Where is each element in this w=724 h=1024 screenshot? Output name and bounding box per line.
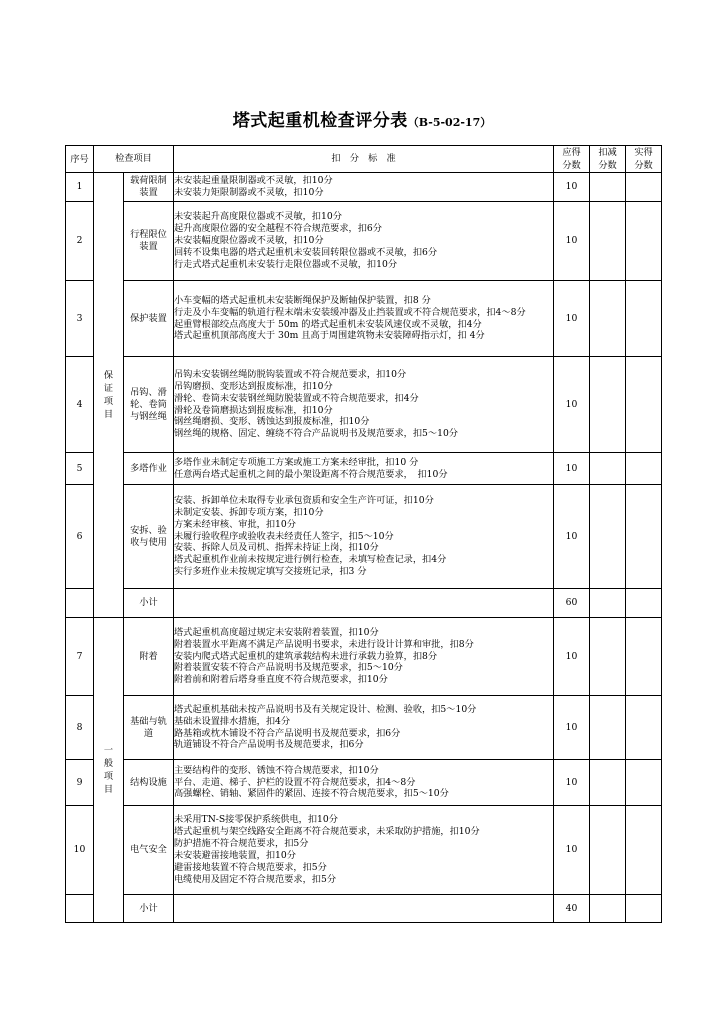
table-row: [66, 202, 662, 281]
row-score-actual[interactable]: [626, 806, 662, 895]
row-no: 5: [66, 453, 94, 485]
subtotal-score-actual[interactable]: [626, 589, 662, 618]
row-score-deduct[interactable]: [590, 806, 626, 895]
row-no: 8: [66, 696, 94, 760]
row-score-due: 10: [554, 453, 590, 485]
row-score-due: 10: [554, 618, 590, 696]
row-score-deduct[interactable]: [590, 357, 626, 453]
row-no: 2: [66, 202, 94, 281]
subtotal-row: [66, 589, 662, 618]
category-general: 一般项目: [94, 618, 124, 923]
row-item: 多塔作业: [124, 453, 174, 485]
row-no: 3: [66, 281, 94, 357]
header-score-deduct: 扣减分数: [590, 146, 626, 173]
subtotal-standard: [174, 895, 554, 923]
table-row: [66, 618, 662, 696]
row-item: 电气安全: [124, 806, 174, 895]
header-item: 检查项目: [94, 146, 174, 173]
row-item: 安拆、验收与使用: [124, 485, 174, 589]
row-score-due: 10: [554, 202, 590, 281]
subtotal-score-actual[interactable]: [626, 895, 662, 923]
category-guarantee: 保证项目: [94, 173, 124, 618]
row-score-due: 10: [554, 485, 590, 589]
header-score-actual: 实得分数: [626, 146, 662, 173]
row-no: 10: [66, 806, 94, 895]
row-score-actual[interactable]: [626, 618, 662, 696]
subtotal-label: 小计: [124, 895, 174, 923]
inspection-score-table: [65, 145, 662, 923]
row-standard: 塔式起重机高度超过规定未安装附着装置，扣10分 附着装置水平距离不满足产品说明书要求，未进行设计计算和审批，扣8分 安装内爬式塔式起重机的建筑承载结构未进行承载力验算，扣8分 附着装置安装不符合产品说明书及规范要求，扣5～10分 附着前和附着后塔身垂直度不符合规范要求，扣10分: [174, 618, 554, 696]
row-standard: 安装、拆卸单位未取得专业承包资质和安全生产许可证，扣10分 未制定安装、拆卸专项方案，扣10分 方案未经审核、审批，扣10分 未履行验收程序或验收表未经责任人签字，扣5～10分 安装、拆除人员及司机、指挥未持证上岗，扣10分 塔式起重机作业前未按规定进行例行检查，未填写检查记录，扣4分 实行多班作业未按规定填写交接班记录，扣3 分: [174, 485, 554, 589]
row-standard: 小车变幅的塔式起重机未安装断绳保护及断轴保护装置，扣8 分 行走及小车变幅的轨道行程末端未安装缓冲器及止挡装置或不符合规范要求，扣4～8分 起重臂根部绞点高度大于 50m 的塔式起重机未安装风速仪或不灵敏，扣4分 塔式起重机顶部高度大于 30m 且高于周围建筑物未安装障碍指示灯，扣 4分: [174, 281, 554, 357]
table-row: [66, 281, 662, 357]
subtotal-score-deduct[interactable]: [590, 895, 626, 923]
row-score-deduct[interactable]: [590, 760, 626, 806]
table-row: [66, 453, 662, 485]
row-score-due: 10: [554, 806, 590, 895]
row-no: 9: [66, 760, 94, 806]
row-item: 基础与轨道: [124, 696, 174, 760]
row-score-deduct[interactable]: [590, 281, 626, 357]
row-score-actual[interactable]: [626, 485, 662, 589]
subtotal-standard: [174, 589, 554, 618]
row-item: 结构设施: [124, 760, 174, 806]
row-standard: 主要结构件的变形、锈蚀不符合规范要求，扣10分 平台、走道、梯子、护栏的设置不符合规范要求，扣4～8分 高强螺栓、销轴、紧固件的紧固、连接不符合规范要求，扣5～10分: [174, 760, 554, 806]
subtotal-score-due: 60: [554, 589, 590, 618]
table-row: [66, 357, 662, 453]
header-row: [66, 146, 662, 173]
row-no: 7: [66, 618, 94, 696]
table-row: [66, 485, 662, 589]
row-no: [66, 589, 94, 618]
row-standard: 多塔作业未制定专项施工方案或施工方案未经审批，扣10 分 任意两台塔式起重机之间的最小架设距离不符合规范要求， 扣10分: [174, 453, 554, 485]
row-no: [66, 895, 94, 923]
row-no: 6: [66, 485, 94, 589]
row-score-actual[interactable]: [626, 696, 662, 760]
form-code: （B-5-02-17）: [407, 116, 492, 129]
row-score-due: 10: [554, 173, 590, 202]
subtotal-row: [66, 895, 662, 923]
row-score-due: 10: [554, 281, 590, 357]
row-standard: 未安装起升高度限位器或不灵敏，扣10分 起升高度限位器的安全越程不符合规范要求，扣6分 未安装幅度限位器或不灵敏，扣10分 回转不设集电器的塔式起重机未安装回转限位器或不灵敏，扣6分 行走式塔式起重机未安装行走限位器或不灵敏，扣10分: [174, 202, 554, 281]
subtotal-score-deduct[interactable]: [590, 589, 626, 618]
row-item: 保护装置: [124, 281, 174, 357]
header-standard: 扣 分 标 准: [174, 146, 554, 173]
row-standard: 吊钩未安装钢丝绳防脱钩装置或不符合规范要求，扣10分 吊钩磨损、变形达到报废标准，扣10分 滑轮、卷筒未安装钢丝绳防脱装置或不符合规范要求，扣4分 滑轮及卷筒磨损达到报废标准，扣10分 钢丝绳磨损、变形、锈蚀达到报废标准，扣10分 钢丝绳的规格、固定、缠绕不符合产品说明书及规范要求，扣5～10分: [174, 357, 554, 453]
row-score-actual[interactable]: [626, 453, 662, 485]
table-row: [66, 760, 662, 806]
row-score-deduct[interactable]: [590, 485, 626, 589]
row-score-actual[interactable]: [626, 173, 662, 202]
subtotal-score-due: 40: [554, 895, 590, 923]
row-score-actual[interactable]: [626, 281, 662, 357]
row-score-actual[interactable]: [626, 202, 662, 281]
row-score-deduct[interactable]: [590, 173, 626, 202]
row-score-deduct[interactable]: [590, 696, 626, 760]
row-score-due: 10: [554, 760, 590, 806]
row-no: 4: [66, 357, 94, 453]
row-standard: 未安装起重量限制器或不灵敏，扣10分 未安装力矩限制器或不灵敏，扣10分: [174, 173, 554, 202]
row-standard: 塔式起重机基础未按产品说明书及有关规定设计、检测、验收，扣5～10分 基础未设置排水措施，扣4分 路基箱或枕木铺设不符合产品说明书及规范要求，扣6分 轨道铺设不符合产品说明书及规范要求，扣6分: [174, 696, 554, 760]
row-score-due: 10: [554, 357, 590, 453]
table-row: [66, 173, 662, 202]
form-title-block: [0, 106, 724, 131]
header-score-due: 应得分数: [554, 146, 590, 173]
form-title: 塔式起重机检查评分表: [232, 111, 408, 131]
table-row: [66, 806, 662, 895]
row-score-deduct[interactable]: [590, 202, 626, 281]
row-score-deduct[interactable]: [590, 453, 626, 485]
row-score-due: 10: [554, 696, 590, 760]
row-standard: 未采用TN-S接零保护系统供电，扣10分 塔式起重机与架空线路安全距离不符合规范要求，未采取防护措施，扣10分 防护措施不符合规范要求，扣5分 未安装避雷接地装置，扣10分 避雷接地装置不符合规范要求，扣5分 电缆使用及固定不符合规范要求，扣5分: [174, 806, 554, 895]
row-item: 载荷限制装置: [124, 173, 174, 202]
table-row: [66, 696, 662, 760]
row-item: 吊钩、滑轮、卷筒与钢丝绳: [124, 357, 174, 453]
header-no: 序号: [66, 146, 94, 173]
row-score-deduct[interactable]: [590, 618, 626, 696]
row-item: 行程限位装置: [124, 202, 174, 281]
row-no: 1: [66, 173, 94, 202]
row-score-actual[interactable]: [626, 760, 662, 806]
row-score-actual[interactable]: [626, 357, 662, 453]
subtotal-label: 小计: [124, 589, 174, 618]
row-item: 附着: [124, 618, 174, 696]
